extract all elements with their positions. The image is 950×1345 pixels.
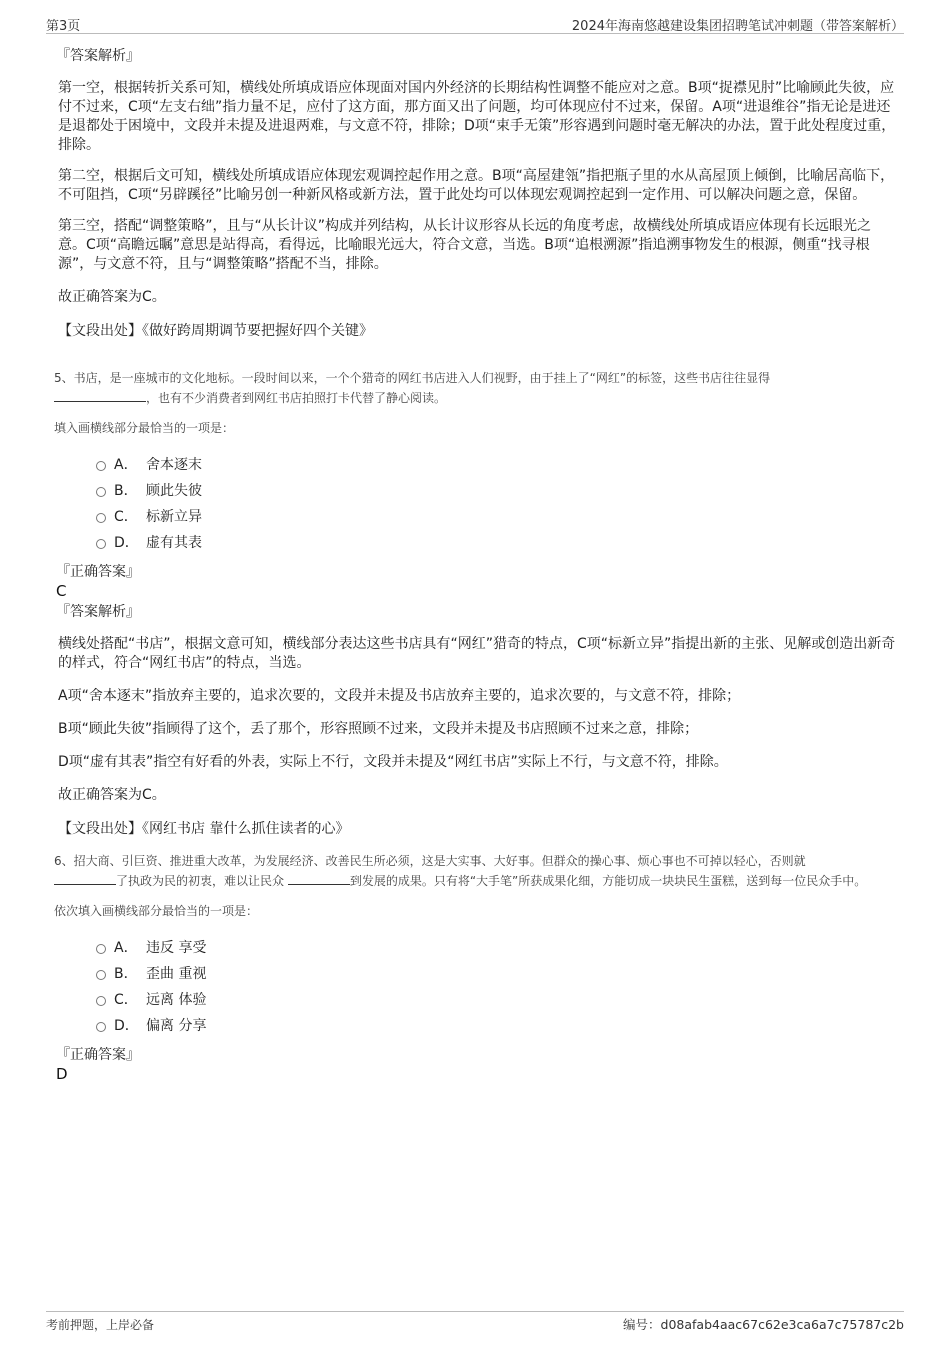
q4-analysis-label: 『答案解析』 <box>56 48 140 64</box>
q6-option-b[interactable] <box>96 961 896 987</box>
q5-question-text <box>54 368 896 408</box>
option-text: 远离 体验 <box>146 992 207 1008</box>
radio-icon[interactable] <box>96 461 106 471</box>
q4-source: 【文段出处】《做好跨周期调节要把握好四个关键》 <box>58 323 373 339</box>
option-text: 偏离 分享 <box>146 1018 207 1034</box>
option-text: 歪曲 重视 <box>146 966 207 982</box>
footer-serial <box>623 1315 904 1333</box>
q5-analysis-label: 『答案解析』 <box>56 604 140 620</box>
option-letter: A． <box>114 940 138 956</box>
q6-prompt: 依次填入画横线部分最恰当的一项是： <box>54 904 259 918</box>
q5-correct-answer: C <box>56 582 67 600</box>
q6-options <box>96 935 896 1039</box>
radio-icon[interactable] <box>96 996 106 1006</box>
q5-analysis-paragraph-1: 横线处搭配“书店”，根据文意可知，横线部分表达这些书店具有“网红”猎奇的特点，C项“标新立异”指提出新的主张、见解或创造出新奇的样式，符合“网红书店”的特点，当选。 <box>58 636 896 671</box>
radio-icon[interactable] <box>96 970 106 980</box>
q4-analysis-paragraph-2: 第二空，根据后文可知，横线处所填成语应体现宏观调控起作用之意。B项“高屋建瓴”指把瓶子里的水从高屋顶上倾倒，比喻居高临下，不可阻挡，C项“另辟蹊径”比喻另创一种新风格或新方法，置于此处均可以体现宏观调控起到一定作用、可以解决问题之意，保留。 <box>58 168 895 203</box>
q5-prompt: 填入画横线部分最恰当的一项是： <box>54 421 235 435</box>
option-letter: B． <box>114 966 138 982</box>
option-letter: A． <box>114 457 138 473</box>
q5-option-a[interactable] <box>96 452 896 478</box>
option-text: 标新立异 <box>146 509 202 525</box>
option-text: 虚有其表 <box>146 535 202 551</box>
q6-question-text <box>54 851 896 891</box>
q5-option-b[interactable] <box>96 478 896 504</box>
q5-options <box>96 452 896 556</box>
q5-analysis-paragraph-3: B项“顾此失彼”指顾得了这个，丢了那个，形容照顾不过来，文段并未提及书店照顾不过来之意，排除； <box>58 721 699 737</box>
q5-blank-line <box>54 400 146 402</box>
q6-text-part-1: 6、招大商、引巨资、推进重大改革，为发展经济、改善民生所必须，这是大实事、大好事。但群众的操心事、烦心事也不可掉以轻心，否则就 <box>54 854 806 868</box>
serial-label: 编号： <box>623 1317 661 1332</box>
q6-correct-label: 『正确答案』 <box>56 1047 140 1063</box>
option-letter: D． <box>114 1018 139 1034</box>
option-letter: C． <box>114 509 138 525</box>
radio-icon[interactable] <box>96 539 106 549</box>
radio-icon[interactable] <box>96 1022 106 1032</box>
option-letter: D． <box>114 535 139 551</box>
q6-correct-answer: D <box>56 1065 68 1083</box>
option-letter: C． <box>114 992 138 1008</box>
page-content <box>54 46 896 1083</box>
q5-text-before-blank: 5、书店，是一座城市的文化地标。一段时间以来，一个个猎奇的网红书店进入人们视野，由于挂上了“网红”的标签，这些书店往往显得 <box>54 371 771 385</box>
q4-conclusion: 故正确答案为C。 <box>58 289 166 305</box>
radio-icon[interactable] <box>96 513 106 523</box>
q5-analysis-paragraph-2: A项“舍本逐末”指放弃主要的，追求次要的，文段并未提及书店放弃主要的，追求次要的，与文意不符，排除； <box>58 688 741 704</box>
q4-analysis-paragraph-1: 第一空，根据转折关系可知，横线处所填成语应体现面对国内外经济的长期结构性调整不能应对之意。B项“捉襟见肘”比喻顾此失彼，应付不过来，C项“左支右绌”指力量不足，应付了这方面，那方面又出了问题，均可体现应付不过来，保留。A项“进退维谷”指无论是进还是退都处于困境中，文段并未提及进退两难，与文意不符，排除；D项“束手无策”形容遇到问题时毫无解决的办法，置于此处程度过重，排除。 <box>58 80 896 153</box>
option-text: 违反 享受 <box>146 940 207 956</box>
page-number: 第3页 <box>46 19 81 34</box>
q6-blank-line-1 <box>54 883 116 885</box>
document-title: 2024年海南悠越建设集团招聘笔试冲刺题（带答案解析） <box>571 19 904 34</box>
q5-correct-label: 『正确答案』 <box>56 564 140 580</box>
q6-option-c[interactable] <box>96 987 896 1013</box>
q5-text-after-blank: ，也有不少消费者到网红书店拍照打卡代替了静心阅读。 <box>146 391 447 405</box>
page-header <box>46 14 904 34</box>
footer-slogan: 考前押题，上岸必备 <box>46 1318 155 1332</box>
radio-icon[interactable] <box>96 487 106 497</box>
q6-text-part-2: 了执政为民的初衷，难以让民众 <box>116 874 285 888</box>
option-letter: B． <box>114 483 138 499</box>
q6-blank-line-2 <box>288 883 350 885</box>
q6-text-part-3: 到发展的成果。只有将“大手笔”所获成果化细，方能切成一块块民生蛋糕，送到每一位民众手中。 <box>349 874 867 888</box>
q5-analysis-paragraph-4: D项“虚有其表”指空有好看的外表，实际上不行，文段并未提及“网红书店”实际上不行，与文意不符，排除。 <box>58 754 728 770</box>
q5-conclusion: 故正确答案为C。 <box>58 787 166 803</box>
page-footer <box>46 1311 904 1336</box>
option-text: 舍本逐末 <box>146 457 202 473</box>
q5-option-d[interactable] <box>96 530 896 556</box>
q6-option-d[interactable] <box>96 1013 896 1039</box>
serial-number: d08afab4aac67c62e3ca6a7c75787c2b <box>660 1317 904 1332</box>
option-text: 顾此失彼 <box>146 483 202 499</box>
q5-option-c[interactable] <box>96 504 896 530</box>
q5-source: 【文段出处】《网红书店 靠什么抓住读者的心》 <box>58 821 350 837</box>
radio-icon[interactable] <box>96 944 106 954</box>
q4-analysis-paragraph-3: 第三空，搭配“调整策略”，且与“从长计议”构成并列结构，从长计议形容从长远的角度考虑，故横线处所填成语应体现有长远眼光之意。C项“高瞻远瞩”意思是站得高，看得远，比喻眼光远大，符合文意，当选。B项“追根溯源”指追溯事物发生的根源，侧重“找寻根源”，与文意不符，且与“调整策略”搭配不当，排除。 <box>58 218 872 272</box>
q6-option-a[interactable] <box>96 935 896 961</box>
